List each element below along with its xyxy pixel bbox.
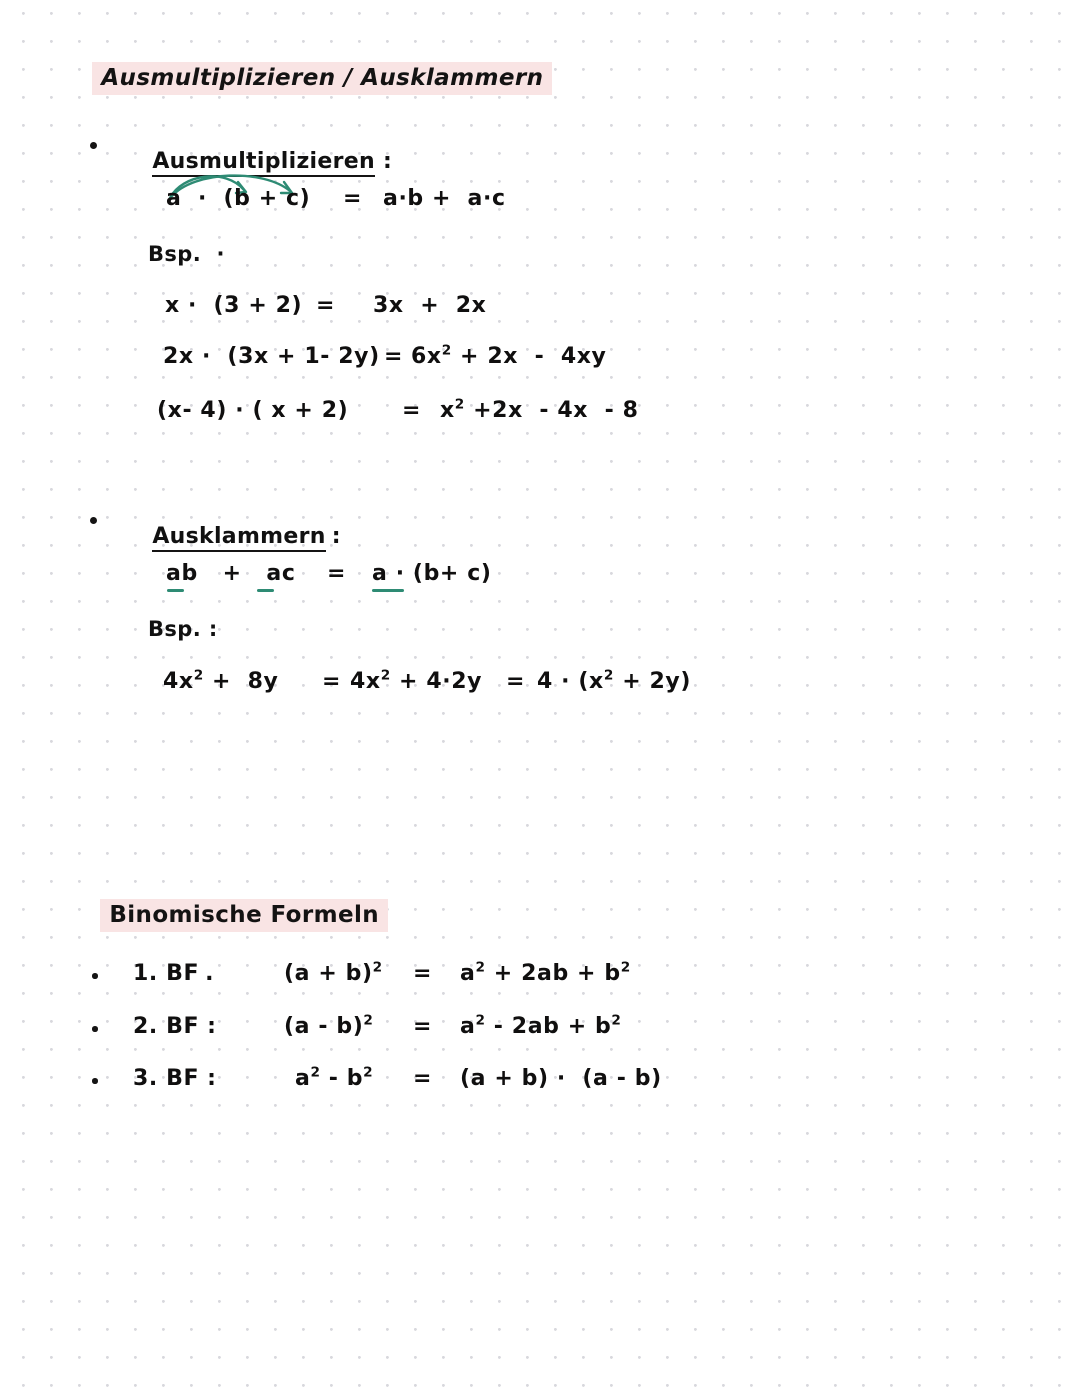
rule-ausmultiplizieren-left: a · (b + c) — [166, 186, 311, 211]
bf-2-label: 2. BF — [133, 1014, 200, 1039]
subheading-colon: : — [382, 149, 392, 174]
example-label-1: Bsp. · — [148, 242, 225, 266]
example-2-right-base: 6x — [411, 344, 442, 369]
example-3-right-tail: +2x - 4x - 8 — [464, 398, 639, 423]
ak-mid-exponent: 2 — [380, 667, 391, 684]
section-title-ausmultiplizieren-ausklammern — [72, 43, 552, 114]
example-label-2: Bsp. : — [148, 617, 218, 641]
section-title-binomische-formeln — [80, 880, 388, 951]
common-factor-underline-3 — [372, 589, 404, 592]
bf-2-right — [460, 1014, 622, 1039]
bullet-ausmultiplizieren — [90, 142, 97, 149]
ak-mid-tail: + 4·2y — [390, 669, 483, 694]
bf-2-right-exponent-1: 2 — [475, 1012, 486, 1029]
bf-1-right-exponent-2: 2 — [620, 959, 631, 976]
bf-3-left-exponent-1: 2 — [310, 1064, 321, 1081]
subheading-label: Ausklammern — [152, 525, 325, 552]
ak-right-exponent: 2 — [603, 667, 614, 684]
bf-1-right-base: a — [460, 961, 476, 986]
example-1-equals: = — [316, 293, 336, 318]
bf-1-equals: = — [413, 961, 433, 986]
rule-ausmultiplizieren-equals: = — [343, 186, 363, 211]
section-title-label: Binomische Formeln — [100, 899, 388, 932]
rule-ausklammern-equals: = — [327, 561, 347, 586]
bf-2-right-mid: - 2ab + b — [485, 1014, 612, 1039]
bullet-bf-2 — [92, 1026, 98, 1032]
example-3-left: (x- 4) · ( x + 2) — [157, 398, 349, 423]
bf-1-right-exponent-1: 2 — [475, 959, 486, 976]
bf-1-right-mid: + 2ab + b — [485, 961, 621, 986]
ak-left-tail: + 8y — [203, 669, 279, 694]
example-1-left: x · (3 + 2) — [165, 293, 303, 318]
rule-ausmultiplizieren-right: a·b + a·c — [383, 186, 506, 211]
rule-ausklammern-left: ab + ac — [166, 561, 296, 586]
page-title: Ausmultiplizieren / Ausklammern — [92, 62, 552, 95]
bf-3-label: 3. BF — [133, 1066, 200, 1091]
bf-2-left-exponent: 2 — [363, 1012, 374, 1029]
bf-2-separator: : — [207, 1014, 217, 1039]
bf-3-separator: : — [207, 1066, 217, 1091]
bf-2-left — [284, 1014, 373, 1039]
rule-ausklammern-right: a · (b+ c) — [372, 561, 492, 586]
ak-right-base: 4 · (x — [537, 669, 604, 694]
example-2-left: 2x · (3x + 1- 2y) — [163, 344, 380, 369]
bf-1-name — [133, 961, 214, 986]
example-2-right-tail: + 2x - 4xy — [451, 344, 607, 369]
bf-2-name — [133, 1014, 217, 1039]
bf-1-left-exponent: 2 — [372, 959, 383, 976]
ak-left-exponent: 2 — [193, 667, 204, 684]
example-3-right-exponent: 2 — [454, 396, 465, 413]
ausklammern-example-right — [537, 669, 691, 694]
bf-3-right: (a + b) · (a - b) — [460, 1066, 662, 1091]
bf-1-left-base: (a + b) — [284, 961, 373, 986]
example-2-right — [411, 344, 606, 369]
example-1-right: 3x + 2x — [373, 293, 487, 318]
bullet-bf-3 — [92, 1078, 98, 1084]
example-3-equals: = — [402, 398, 422, 423]
example-2-equals: = — [384, 344, 404, 369]
bullet-bf-1 — [92, 973, 98, 979]
ausklammern-example-equals-1: = — [322, 669, 342, 694]
ak-left-base: 4x — [163, 669, 194, 694]
example-3-right-base: x — [440, 398, 455, 423]
bf-2-right-base: a — [460, 1014, 476, 1039]
bf-2-right-exponent-2: 2 — [611, 1012, 622, 1029]
bf-1-left — [284, 961, 383, 986]
example-3-right — [440, 398, 639, 423]
bf-3-left-mid: - b — [320, 1066, 364, 1091]
bf-3-equals: = — [413, 1066, 433, 1091]
bf-1-label: 1. BF — [133, 961, 200, 986]
ak-mid-base: 4x — [350, 669, 381, 694]
subheading-colon: : — [331, 524, 341, 549]
ausklammern-example-left — [163, 669, 278, 694]
common-factor-underline-1 — [167, 589, 184, 592]
common-factor-underline-2 — [257, 589, 274, 592]
bf-3-left-exponent-2: 2 — [363, 1064, 374, 1081]
bf-3-name — [133, 1066, 217, 1091]
example-2-right-exponent: 2 — [441, 342, 452, 359]
bf-1-right — [460, 961, 631, 986]
bf-2-left-base: (a - b) — [284, 1014, 364, 1039]
ausklammern-example-mid — [350, 669, 482, 694]
ausklammern-example-equals-2: = — [506, 669, 526, 694]
ak-right-tail: + 2y) — [613, 669, 691, 694]
bf-2-equals: = — [413, 1014, 433, 1039]
bf-3-left — [295, 1066, 373, 1091]
bf-1-separator: . — [205, 961, 215, 986]
bullet-ausklammern — [90, 517, 97, 524]
bf-3-left-base: a — [295, 1066, 311, 1091]
subheading-label: Ausmultiplizieren — [152, 150, 375, 177]
